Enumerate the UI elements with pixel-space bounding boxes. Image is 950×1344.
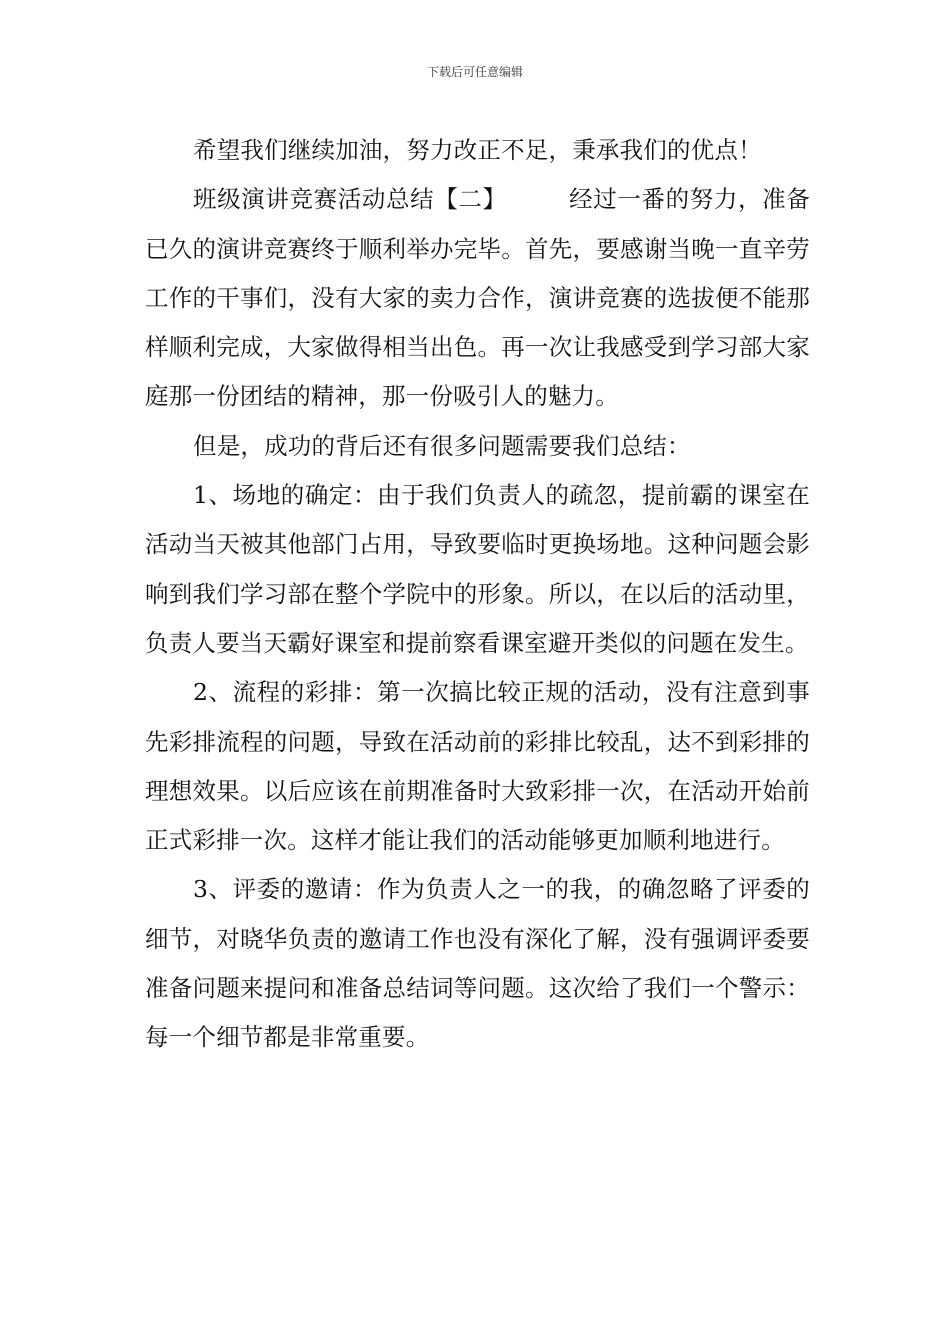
section-title: 班级演讲竞赛活动总结【二】 — [193, 185, 507, 214]
page-header: 下载后可任意编辑 — [426, 65, 523, 79]
paragraph-item-judges: 3、评委的邀请：作为负责人之一的我，的确忽略了评委的细节，对晓华负责的邀请工作也没有深化了解，没有强调评委要准备问题来提问和准备总结词等问题。这次给了我们一个警示：每一个细节都是非常重要。 — [145, 875, 810, 1052]
section-intro-text: 经过一番的努力，准备已久的演讲竞赛终于顺利举办完毕。首先，要感谢当晚一直辛劳工作的干事们，没有大家的卖力合作，演讲竞赛的选拔便不能那样顺利完成，大家做得相当出色。再一次让我感受到学习部大家庭那一份团结的精神，那一份吸引人的魅力。 — [145, 185, 811, 411]
paragraph-summary-intro — [145, 175, 810, 421]
paragraph-problems-lead: 但是，成功的背后还有很多问题需要我们总结： — [193, 431, 691, 460]
document-body — [145, 126, 810, 1063]
paragraph-item-venue: 1、场地的确定：由于我们负责人的疏忽，提前霸的课室在活动当天被其他部门占用，导致要临时更换场地。这种问题会影响到我们学习部在整个学院中的形象。所以，在以后的活动里，负责人要当天霸好课室和提前察看课室避开类似的问题在发生。 — [145, 481, 810, 657]
paragraph-item-rehearsal: 2、流程的彩排：第一次搞比较正规的活动，没有注意到事先彩排流程的问题，导致在活动前的彩排比较乱，达不到彩排的理想效果。以后应该在前期准备时大致彩排一次，在活动开始前正式彩排一次。这样才能让我们的活动能够更加顺利地进行。 — [145, 678, 810, 855]
paragraph-closing-remark: 希望我们继续加油，努力改正不足，秉承我们的优点！ — [193, 136, 762, 164]
